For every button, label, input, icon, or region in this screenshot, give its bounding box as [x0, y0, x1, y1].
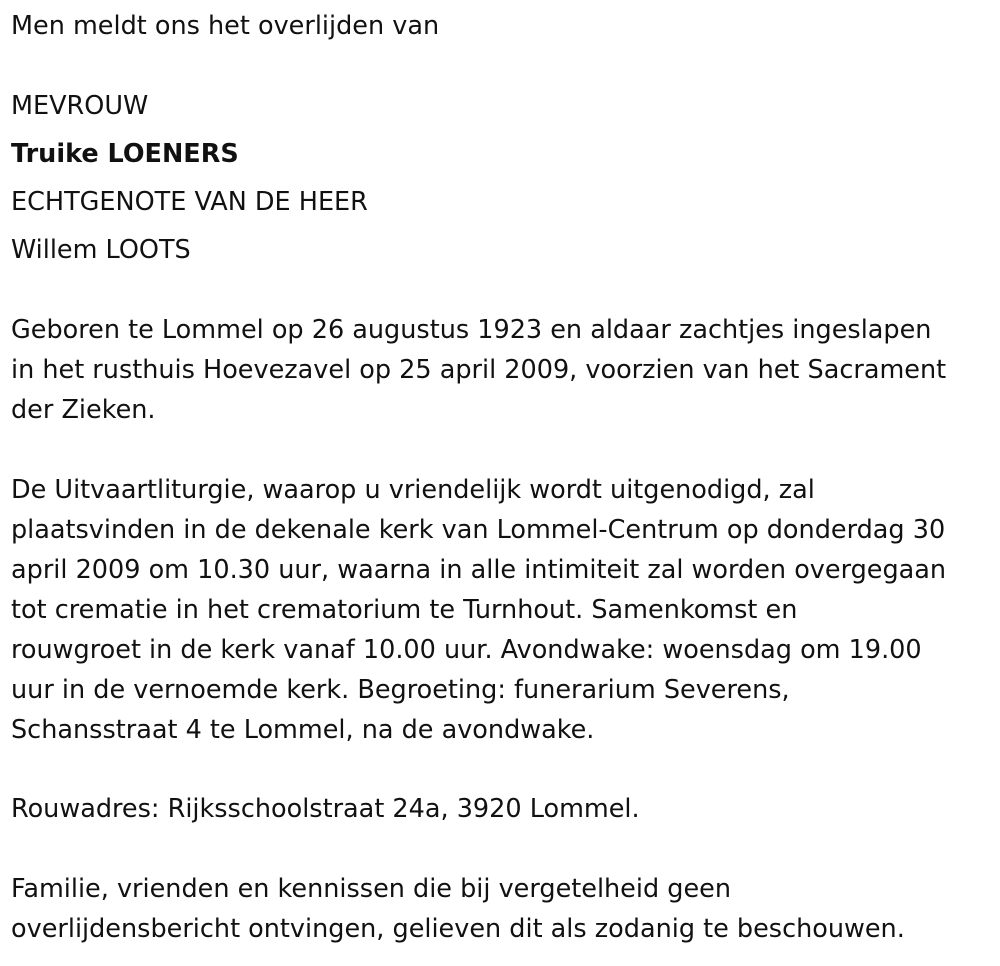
funeral-line: De Uitvaartliturgie, waarop u vriendelijk wordt uitgenodigd, zal: [11, 475, 815, 505]
spouse-name: Willem LOOTS: [11, 235, 191, 265]
funeral-line: rouwgroet in de kerk vanaf 10.00 uur. Avondwake: woensdag om 19.00: [11, 635, 922, 665]
address-line: Rouwadres: Rijksschoolstraat 24a, 3920 Lommel.: [11, 794, 640, 824]
funeral-line: uur in de vernoemde kerk. Begroeting: funerarium Severens,: [11, 675, 790, 705]
birth-paragraph: [11, 310, 986, 430]
funeral-line: plaatsvinden in de dekenale kerk van Lommel-Centrum op donderdag 30: [11, 515, 946, 545]
closing-line: overlijdensbericht ontvingen, gelieven dit als zodanig te beschouwen.: [11, 914, 905, 944]
funeral-line: Schansstraat 4 te Lommel, na de avondwake.: [11, 715, 595, 745]
funeral-line: april 2009 om 10.30 uur, waarna in alle intimiteit zal worden overgegaan: [11, 555, 947, 585]
funeral-line: tot crematie in het crematorium te Turnhout. Samenkomst en: [11, 595, 798, 625]
birth-line: der Zieken.: [11, 395, 156, 425]
deceased-name: Truike LOENERS: [11, 139, 239, 169]
closing-line: Familie, vrienden en kennissen die bij vergetelheid geen: [11, 874, 731, 904]
title-text: MEVROUW: [11, 91, 149, 121]
funeral-paragraph: [11, 470, 986, 750]
relation-text: ECHTGENOTE VAN DE HEER: [11, 187, 368, 217]
birth-line: in het rusthuis Hoevezavel op 25 april 2009, voorzien van het Sacrament: [11, 355, 947, 385]
closing-paragraph: [11, 869, 986, 949]
birth-line: Geboren te Lommel op 26 augustus 1923 en aldaar zachtjes ingeslapen: [11, 315, 932, 345]
address-paragraph: [11, 789, 986, 829]
intro-text: Men meldt ons het overlijden van: [11, 11, 440, 41]
